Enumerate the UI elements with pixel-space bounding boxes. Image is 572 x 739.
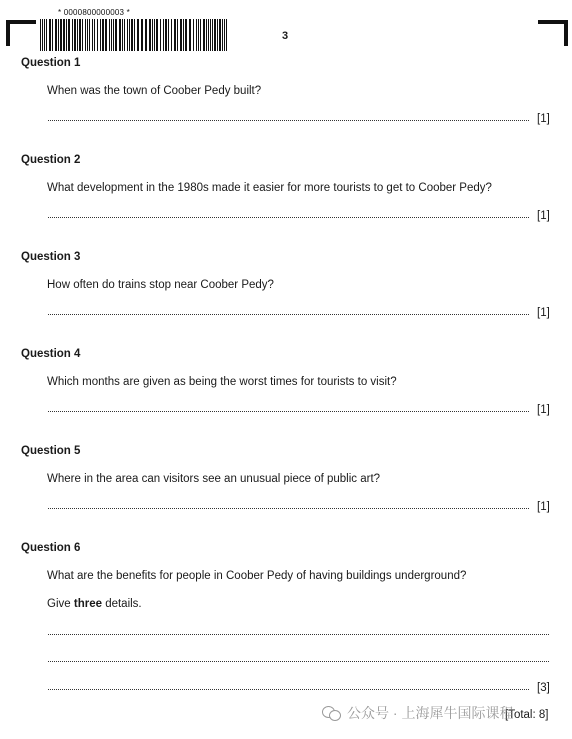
barcode-bar bbox=[193, 19, 194, 51]
barcode-bar bbox=[217, 19, 218, 51]
barcode-bar bbox=[92, 19, 93, 51]
instruction-prefix: Give bbox=[47, 598, 71, 610]
barcode-bar bbox=[119, 19, 121, 51]
question-1-mark: [1] bbox=[537, 113, 550, 125]
barcode-bar bbox=[203, 19, 205, 51]
barcode-bar bbox=[149, 19, 151, 51]
barcode-bar bbox=[200, 19, 201, 51]
barcode-bar bbox=[66, 19, 67, 51]
question-6-mark: [3] bbox=[537, 682, 550, 694]
barcode-bar bbox=[42, 19, 43, 51]
barcode-bar bbox=[198, 19, 199, 51]
barcode-bar bbox=[63, 19, 65, 51]
question-4-title: Question 4 bbox=[21, 348, 81, 360]
barcode-bar bbox=[224, 19, 225, 51]
barcode-bar bbox=[58, 19, 59, 51]
barcode-bar bbox=[145, 19, 147, 51]
barcode-bar bbox=[100, 19, 101, 51]
barcode-bar bbox=[124, 19, 125, 51]
instruction-suffix: details. bbox=[105, 598, 142, 610]
barcode-bar bbox=[55, 19, 57, 51]
barcode bbox=[40, 19, 230, 51]
barcode-bar bbox=[196, 19, 197, 51]
question-6-text: What are the benefits for people in Coober Pedy of having buildings underground? bbox=[47, 570, 467, 582]
question-3-text: How often do trains stop near Coober Pedy? bbox=[47, 279, 274, 291]
question-6-title: Question 6 bbox=[21, 542, 81, 554]
barcode-bar bbox=[189, 19, 191, 51]
barcode-bar bbox=[97, 19, 98, 51]
barcode-bar bbox=[206, 19, 207, 51]
question-4-mark: [1] bbox=[537, 404, 550, 416]
question-6-answer-line-1[interactable] bbox=[48, 634, 549, 635]
barcode-bar bbox=[219, 19, 221, 51]
question-5-mark: [1] bbox=[537, 501, 550, 513]
barcode-bar bbox=[60, 19, 62, 51]
chat-bubbles-icon bbox=[322, 705, 342, 721]
barcode-bar bbox=[180, 19, 182, 51]
barcode-bar bbox=[74, 19, 76, 51]
question-3-title: Question 3 bbox=[21, 251, 81, 263]
barcode-bar bbox=[160, 19, 161, 51]
barcode-bar bbox=[131, 19, 133, 51]
instruction-emphasis: three bbox=[73, 598, 102, 610]
barcode-bar bbox=[214, 19, 216, 51]
barcode-bar bbox=[109, 19, 110, 51]
barcode-bar bbox=[40, 19, 41, 51]
barcode-bar bbox=[111, 19, 112, 51]
question-2-answer-line[interactable] bbox=[48, 217, 529, 218]
barcode-bar bbox=[171, 19, 172, 51]
barcode-bar bbox=[94, 19, 95, 51]
question-2-mark: [1] bbox=[537, 210, 550, 222]
barcode-bar bbox=[134, 19, 135, 51]
question-3-answer-line[interactable] bbox=[48, 314, 529, 315]
question-6-answer-line-3[interactable] bbox=[48, 689, 529, 690]
barcode-bar bbox=[115, 19, 117, 51]
barcode-bar bbox=[85, 19, 86, 51]
page-number: 3 bbox=[282, 30, 289, 42]
question-2-text: What development in the 1980s made it easier for more tourists to get to Coober Pedy? bbox=[47, 182, 492, 194]
question-2-title: Question 2 bbox=[21, 154, 81, 166]
barcode-bar bbox=[154, 19, 155, 51]
barcode-bar bbox=[183, 19, 184, 51]
question-5-title: Question 5 bbox=[21, 445, 81, 457]
total-marks: [Total: 8] bbox=[505, 709, 549, 721]
barcode-bar bbox=[185, 19, 187, 51]
question-3-mark: [1] bbox=[537, 307, 550, 319]
barcode-bar bbox=[165, 19, 167, 51]
watermark-text: 公众号 · 上海犀牛国际课程 bbox=[347, 705, 514, 721]
barcode-bar bbox=[49, 19, 51, 51]
question-1-answer-line[interactable] bbox=[48, 120, 529, 121]
barcode-bar bbox=[72, 19, 73, 51]
barcode-bar bbox=[208, 19, 209, 51]
question-1-title: Question 1 bbox=[21, 57, 81, 69]
barcode-bar bbox=[79, 19, 81, 51]
question-1-text: When was the town of Coober Pedy built? bbox=[47, 85, 262, 97]
question-4-answer-line[interactable] bbox=[48, 411, 529, 412]
barcode-bar bbox=[156, 19, 158, 51]
watermark bbox=[322, 703, 513, 723]
question-4-text: Which months are given as being the worst times for tourists to visit? bbox=[47, 376, 397, 388]
barcode-bar bbox=[137, 19, 139, 51]
barcode-bar bbox=[105, 19, 107, 51]
barcode-bar bbox=[68, 19, 70, 51]
barcode-number: * 0000800000003 * bbox=[58, 8, 130, 17]
barcode-bar bbox=[141, 19, 143, 51]
barcode-bar bbox=[226, 19, 227, 51]
barcode-bar bbox=[222, 19, 223, 51]
barcode-bar bbox=[52, 19, 53, 51]
barcode-bar bbox=[174, 19, 176, 51]
barcode-bar bbox=[87, 19, 88, 51]
barcode-bar bbox=[152, 19, 153, 51]
barcode-bar bbox=[212, 19, 213, 51]
barcode-bar bbox=[122, 19, 123, 51]
barcode-bar bbox=[77, 19, 78, 51]
barcode-bar bbox=[177, 19, 178, 51]
barcode-bar bbox=[168, 19, 169, 51]
barcode-bar bbox=[46, 19, 47, 51]
barcode-bar bbox=[129, 19, 130, 51]
barcode-bar bbox=[127, 19, 128, 51]
registration-mark-top-left bbox=[6, 20, 36, 46]
registration-mark-top-right bbox=[538, 20, 568, 46]
question-5-answer-line[interactable] bbox=[48, 508, 529, 509]
barcode-bar bbox=[89, 19, 90, 51]
barcode-bar bbox=[163, 19, 164, 51]
question-6-answer-line-2[interactable] bbox=[48, 661, 549, 662]
barcode-bar bbox=[210, 19, 211, 51]
question-5-text: Where in the area can visitors see an unusual piece of public art? bbox=[47, 473, 381, 485]
barcode-bar bbox=[102, 19, 104, 51]
barcode-bar bbox=[44, 19, 45, 51]
question-6-instruction bbox=[47, 598, 142, 610]
barcode-bar bbox=[82, 19, 83, 51]
barcode-bar bbox=[113, 19, 114, 51]
